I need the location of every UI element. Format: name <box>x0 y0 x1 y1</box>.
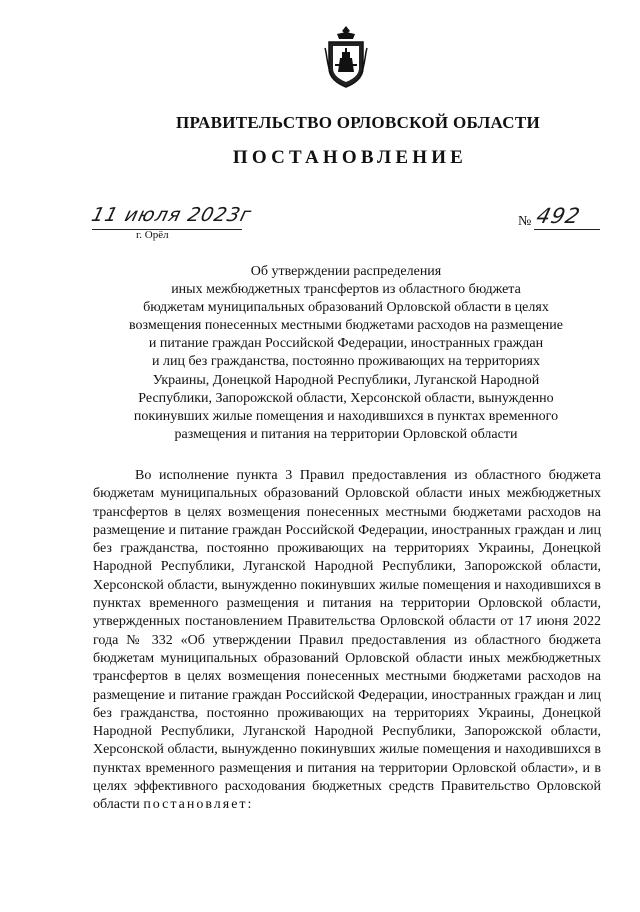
body-paragraph <box>93 467 601 815</box>
city-label: г. Орёл <box>136 229 169 241</box>
document-type-title: ПОСТАНОВЛЕНИЕ <box>232 147 468 168</box>
handwritten-number: 492 <box>534 204 584 228</box>
coat-of-arms-icon <box>323 24 369 90</box>
decree-verb: постановляет: <box>143 797 254 813</box>
handwritten-date: 11 июля 2023г <box>89 204 255 226</box>
government-title: ПРАВИТЕЛЬСТВО ОРЛОВСКОЙ ОБЛАСТИ <box>175 113 541 132</box>
number-underline <box>534 229 600 230</box>
number-label: № <box>518 214 532 229</box>
body-paragraph-text: Во исполнение пункта 3 Правил предоставления из областного бюджета бюджетам муниципальных образований Орловской области иных межбюджетных трансфертов в целях возмещения понесенных местными бюджетами расходов на размещение и питание граждан Российской Федерации, иностранных граждан и лиц без гражданства, постоянно проживающих на территориях Украины, Донецкой Народной Республики, Луганской Народной Республики, Запорожской области, Херсонской области, вынужденно покинувших жилые помещения и находившихся в пунктах временного размещения и питания на территории Орловской области, утвержденных постановлением Правительства Орловской области от 17 июня 2022 года № 332 «Об утверждении Правил предоставления из областного бюджета бюджетам муниципальных образований Орловской области иных межбюджетных трансфертов в целях возмещения понесенных местными бюджетами расходов на размещение и питание граждан Российской Федерации, иностранных граждан и лиц без гражданства, постоянно проживающих на территориях Украины, Донецкой Народной Республики, Луганской Народной Республики, Запорожской области, Херсонской области, вынужденно покинувших жилые помещения и находившихся в пунктах временного размещения и питания на территории Орловской области», и в целях эффективного расходования бюджетных средств Правительство Орловской области <box>93 468 601 813</box>
document-subject: Об утверждении распределения иных межбюджетных трансфертов из областного бюджета бюджетам муниципальных образований Орловской области в целях возмещения понесенных местными бюджетами расходов на размещение и питание граждан Российской Федерации, иностранных граждан и лиц без гражданства, постоянно проживающих на территориях Украины, Донецкой Народной Республики, Луганской Народной Республики, Запорожской области, Херсонской области, вынужденно покинувших жилые помещения и находившихся в пунктах временного размещения и питания на территории Орловской области <box>129 264 563 442</box>
